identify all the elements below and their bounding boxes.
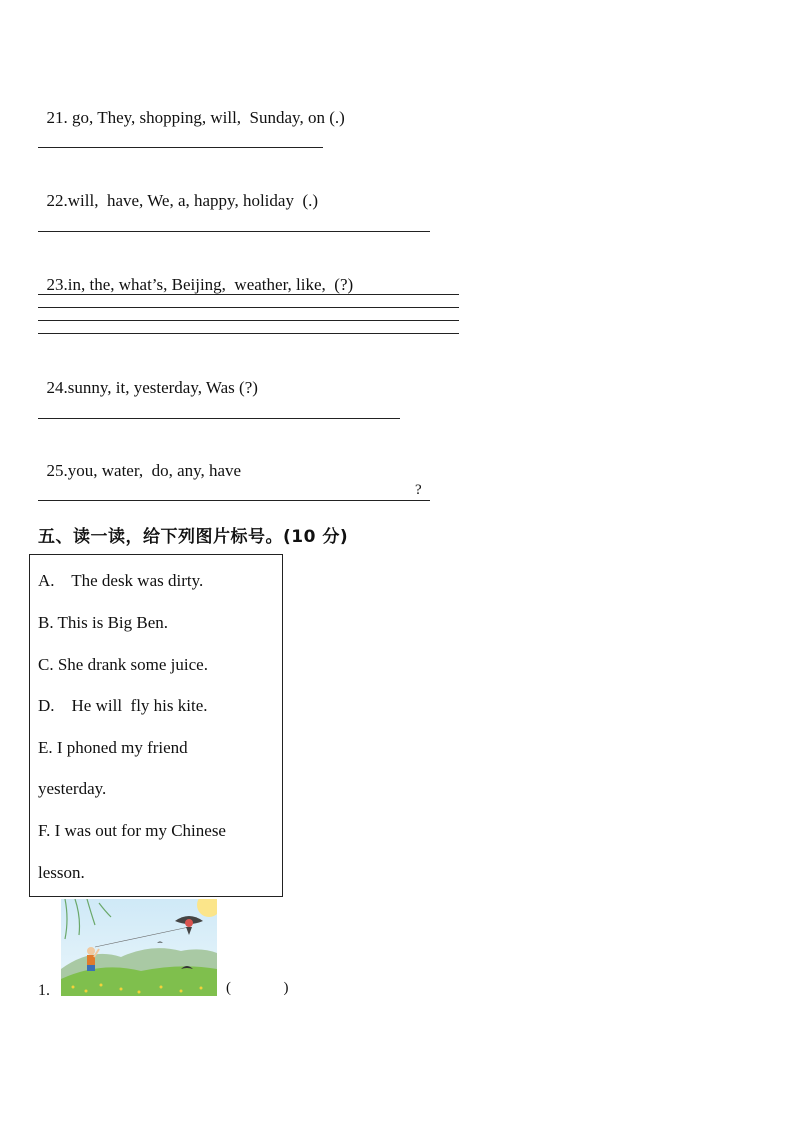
answer-line-21[interactable] [38, 147, 323, 148]
answer-line-25[interactable] [38, 500, 430, 501]
option-d: D. He will fly his kite. [38, 696, 208, 715]
option-f-continued: lesson. [38, 863, 85, 882]
question-words: .will, have, We, a, happy, holiday (.) [63, 191, 319, 210]
kite-flying-illustration [61, 899, 217, 996]
question-25 [38, 441, 241, 481]
question-number: 22 [46, 191, 64, 210]
option-e-continued: yesterday. [38, 779, 107, 798]
question-23 [38, 255, 353, 295]
question-mark: ? [415, 482, 422, 498]
question-24 [38, 358, 258, 398]
options-box [29, 554, 283, 897]
question-number: 23 [46, 275, 64, 294]
question-22 [38, 171, 318, 211]
answer-line-22[interactable] [38, 231, 430, 232]
question-words: . go, They, shopping, will, Sunday, on (.) [63, 108, 345, 127]
question-number: 24 [46, 378, 64, 397]
answer-blank[interactable]: ( ) [226, 980, 289, 996]
question-21 [38, 88, 345, 128]
answer-line-23b[interactable] [38, 307, 459, 308]
option-f: F. I was out for my Chinese [38, 821, 226, 840]
answer-line-23d[interactable] [38, 333, 459, 334]
question-number: 25 [46, 461, 64, 480]
option-c: C. She drank some juice. [38, 655, 208, 674]
question-number: 21 [46, 108, 64, 127]
question-words: .you, water, do, any, have [63, 461, 242, 480]
option-e: E. I phoned my friend [38, 738, 188, 757]
option-a: A. The desk was dirty. [38, 571, 204, 590]
answer-line-24[interactable] [38, 418, 400, 419]
answer-line-23c[interactable] [38, 320, 459, 321]
section-title: 五、读一读，给下列图片标号。(10 分) [38, 527, 349, 547]
option-b: B. This is Big Ben. [38, 613, 169, 632]
question-words: .in, the, what’s, Beijing, weather, like, (?) [63, 275, 354, 294]
question-words: .sunny, it, yesterday, Was (?) [63, 378, 258, 397]
picture-number: 1. [38, 982, 50, 999]
answer-line-23a[interactable] [38, 294, 459, 295]
